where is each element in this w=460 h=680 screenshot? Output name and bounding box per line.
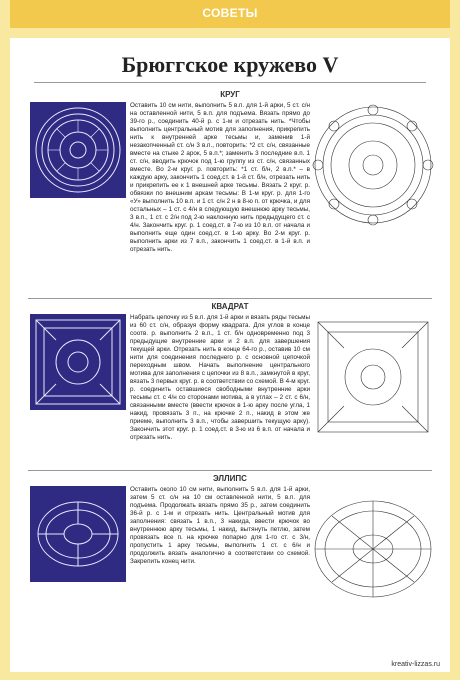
lace-photo-circle [30, 102, 126, 198]
content-panel [10, 38, 450, 672]
section-text-ellipse: Оставить около 10 см нити, выполнить 5 в.п. для 1-й арки, затем 5 ст. с/н на 10 см оставленной нити, 5 в.п. для подъема. Продолжать вязать прямо 35 р., затем соединить 36-й р. с 1-м и отрезать нить. Центральный мотив для заполнения: связать 1 в.п., 3 накида, ввести крючок во внутреннюю арку тесьмы, 1 накид, вытянуть петлю, затем провязать все п. на крючке попарно для 1-го ст. с 3/н, пропустить 1 арку тесьмы, выполнить 1 ст. с 6/н и продолжить вязать аналогично в соответствии со схемой. Закрепить конец нити. [130, 486, 310, 565]
section-divider [28, 298, 432, 299]
diagram-ellipse [310, 486, 436, 612]
section-text-square: Набрать цепочку из 5 в.п. для 1-й арки и вязать ряды тесьмы из 60 ст. с/н, образуя форму квадрата. Для углов в конце соотв. р. выполнить 2 в.п., 1 ст. б/н одновременно под 3 предыдущие внутренние арки и 2 в.п. для завершения текущей арки. Отрезать нить в конце 64-го р., оставив 10 см нити для соединения последнего р. с основной цепочкой переходным швом. Начать выполнение центрального мотива для заполнения с цепочки из 8 в.п., замкнутой в круг, вязать 3 первых круг. р. в соответствии со схемой. В 4-м круг. р. соединить оставшиеся свободными внутренние арки тесьмы ст. с 4/н со сторонами мотива, а в углах – 2 ст. с 6/н, связанными вместе (ввести крючок в 1-ю арку после угла, 1 накид, провязать 3 п., на крючке 2 п., накид в этом же приеме, выполнить 3 в.п., чтобы завершить текущую арку). Закончить этот круг. р. 1 соед.ст. в 3-ю из 6 в.п. от начала и отрезать нить. [130, 314, 310, 441]
section-heading-square: КВАДРАТ [211, 302, 249, 311]
section-divider [28, 470, 432, 471]
section-heading-ellipse: ЭЛЛИПС [213, 474, 247, 483]
section-text-circle: Оставить 10 см нити, выполнить 5 в.п. для 1-й арки, 5 ст. с/н на оставленной нити, 5 в.п. для подъема. Вязать прямо до 39-го р., соединить 40-й р. с 1-м и отрезать нить. *Чтобы выполнить центральный мотив для заполнения, прикрепить нить к внутренней арке тесьмы и, заменив 1-й незакопченный ст. с/н 3 в.п., повторить: *2 ст. с/н, связанные вместе на стыке 2 арок, 5 в.п.*; заменить 3 последние в.п. 1 ст. с/н, вводить крючок под 1-ю группу из ст. с/н, связанных вместе. Во 2-м круг. р. повторить: *1 ст. б/н, 2 в.п.* – в каждую арку, закончить 1 соед.ст. в 1-й ст. б/н, отрезать нить и прикрепить ее к 1 внешней арке тесьмы. Вязать 2 круг. р. обвязки по внешним аркам тесьмы: В 1-м круг. р. для 1-го «У» выполнить 10 в.п. и 1 ст. с/н 2 н в 8-ю п. от крючка, и для остальных – 1 ст. с 4/н в следующую внешнюю арку тесьмы, 3 в.п., 1 ст. с 2/н под 2-ю наклонную нить предыдущего ст. с 4/н. Закончить круг. р. 1 соед.ст. в 7-ю из 10 в.п. от начала и выполнить еще один соед.ст. в 1-ю арку. Во 2-м круг. р. выполнить арки из 7 в.п., закончить 1 соед.ст. в 1-й в.п. и отрезать нить. [130, 102, 310, 253]
footer-site: kreativ-lizzas.ru [391, 661, 440, 668]
diagram-circle [310, 102, 436, 228]
page-title: Брюггское кружево V [121, 52, 339, 77]
section-header: СОВЕТЫ [202, 6, 258, 20]
title-divider [34, 82, 426, 83]
top-bar [10, 0, 450, 28]
lace-photo-ellipse [30, 486, 126, 582]
section-heading-circle: КРУГ [220, 90, 240, 99]
lace-photo-square [30, 314, 126, 410]
diagram-square [310, 314, 436, 440]
